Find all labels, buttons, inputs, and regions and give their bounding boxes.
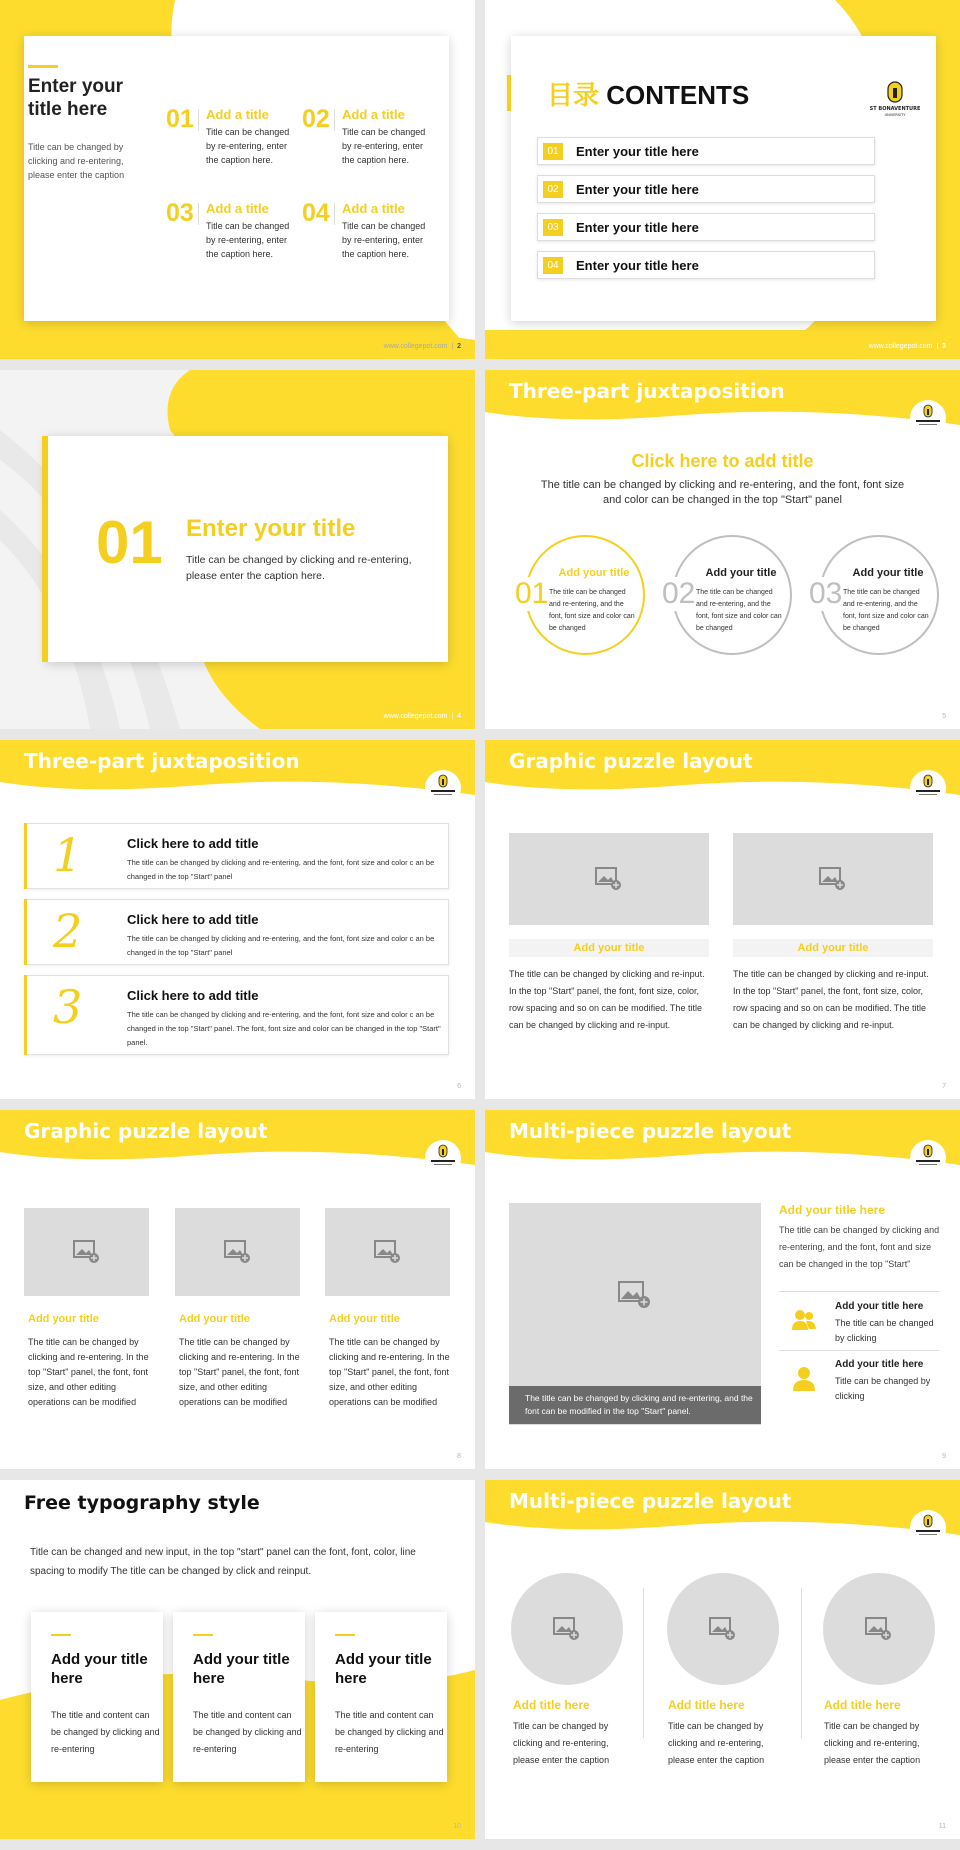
slide-7[interactable] — [485, 740, 960, 1099]
university-logo-icon — [425, 1140, 461, 1176]
circle-02[interactable] — [662, 535, 792, 655]
item-desc[interactable]: Title can be changed by re-entering, enter the caption here. — [206, 221, 290, 259]
card-3[interactable] — [315, 1612, 447, 1782]
slide-4[interactable] — [0, 370, 475, 729]
column-desc[interactable]: Title can be changed by clicking and re-entering, please enter the caption — [668, 1721, 765, 1765]
list-item-3[interactable] — [24, 975, 449, 1055]
item-number: 1 — [53, 828, 83, 882]
item-number: 04 — [302, 199, 330, 227]
circle-03[interactable] — [809, 535, 939, 655]
image-placeholder-icon — [618, 1281, 652, 1309]
column-desc[interactable]: Title can be changed by clicking and re-entering, please enter the caption — [824, 1721, 921, 1765]
divider — [334, 203, 335, 225]
university-logo-icon — [910, 1140, 946, 1176]
column-title[interactable]: Add your title — [329, 1313, 400, 1325]
page-number: 8 — [457, 1453, 461, 1460]
item-desc[interactable]: Title can be changed by re-entering, enter the caption here. — [342, 221, 426, 259]
slide-2-heading[interactable]: Enter your title here — [28, 76, 124, 120]
column-title[interactable]: Add your title — [28, 1313, 99, 1325]
item-number: 01 — [166, 105, 194, 133]
footer-website: www.collegepot.com | 2 — [383, 343, 461, 350]
circle-desc[interactable]: The title can be changed and re-entering, and the font, font size and color can be changed — [843, 589, 929, 632]
column-title[interactable]: Add your title — [179, 1313, 250, 1325]
image-placeholder-icon — [709, 1617, 737, 1641]
column-title[interactable]: Add title here — [513, 1698, 590, 1712]
column-desc[interactable]: The title can be changed by clicking and re-entering. In the top "Start" panel, the font, font size, and other editing operations can be modified — [179, 1337, 300, 1407]
page-number: 11 — [938, 1823, 946, 1830]
accent-stripe — [507, 75, 511, 111]
item-desc[interactable]: The title can be changed by clicking and re-entering, and the font, font size and color c an be changed in the top "Start" panel — [127, 934, 435, 957]
image-placeholder[interactable] — [509, 833, 709, 925]
image-placeholder[interactable] — [325, 1208, 450, 1296]
users-icon — [789, 1306, 819, 1336]
circle-title[interactable]: Add your title — [558, 567, 630, 579]
row-text[interactable]: Enter your title here — [576, 144, 699, 159]
slide-11[interactable] — [485, 1480, 960, 1839]
image-placeholder-icon — [73, 1240, 101, 1264]
divider — [779, 1291, 939, 1292]
image-placeholder-icon — [553, 1617, 581, 1641]
circle-desc[interactable]: The title can be changed and re-entering, and the font, font size and color can be changed — [549, 589, 635, 632]
circle-number: 03 — [809, 577, 843, 610]
slide-2[interactable] — [0, 0, 475, 359]
item-title[interactable]: Add a title — [342, 201, 405, 216]
item-number: 2 — [53, 904, 83, 958]
accent-stripe — [42, 436, 48, 662]
column-desc[interactable]: The title can be changed by clicking and re-input. In the top "Start" panel, the font, font size, color, row spacing and so on can be modified. The title can be changed by clicking and re-input. — [509, 969, 705, 1030]
column-title[interactable]: Add title here — [668, 1698, 745, 1712]
accent-bar — [28, 65, 58, 68]
divider — [779, 1350, 939, 1351]
image-placeholder-icon — [865, 1617, 893, 1641]
image-placeholder-icon — [374, 1240, 402, 1264]
contents-row-04[interactable] — [537, 251, 875, 279]
footer-website: www.collegepot.com | 4 — [383, 713, 461, 720]
item-title[interactable]: Add your title here — [835, 1301, 924, 1312]
slide-desc[interactable]: The title can be changed by clicking and re-entering, and the font, font and size can be changed in the top "Start" — [779, 1225, 940, 1269]
university-logo — [910, 1510, 946, 1546]
column-title[interactable]: Add title here — [824, 1698, 901, 1712]
item-desc[interactable]: The title can be changed by clicking and re-entering, and the font, font size and color c an be changed in the top "Start" panel — [127, 858, 435, 881]
column-desc[interactable]: The title can be changed by clicking and re-entering. In the top "Start" panel, the font, font size, and other editing operations can be modified — [28, 1337, 149, 1407]
circle-title[interactable]: Add your title — [705, 567, 777, 579]
slide-title[interactable]: Click here to add title — [631, 451, 814, 471]
slide-header-title[interactable]: Graphic puzzle layout — [509, 749, 753, 773]
image-placeholder-icon — [819, 867, 847, 891]
item-title[interactable]: Add a title — [206, 107, 269, 122]
item-title[interactable]: Click here to add title — [127, 836, 259, 851]
university-logo-icon — [910, 1510, 946, 1546]
item-title[interactable]: Add your title here — [835, 1359, 924, 1370]
page-number: 9 — [942, 1453, 946, 1460]
item-number: 03 — [166, 199, 194, 227]
circle-title[interactable]: Add your title — [852, 567, 924, 579]
row-text[interactable]: Enter your title here — [576, 258, 699, 273]
list-item-2[interactable] — [24, 899, 449, 965]
item-title[interactable]: Add a title — [342, 107, 405, 122]
image-placeholder[interactable] — [823, 1573, 935, 1685]
divider — [198, 203, 199, 225]
card-desc[interactable]: The title and content can be changed by clicking and re-entering — [193, 1710, 302, 1754]
row-number: 03 — [543, 219, 563, 236]
university-logo-icon — [910, 770, 946, 806]
list-item-1[interactable] — [24, 823, 449, 889]
item-number: 02 — [302, 105, 330, 133]
column-title[interactable]: Add your title — [509, 939, 709, 957]
slide-title[interactable]: Add your title here — [779, 1203, 886, 1217]
slide-header-title[interactable]: Three-part juxtaposition — [509, 379, 785, 403]
item-title[interactable]: Click here to add title — [127, 988, 259, 1003]
image-placeholder[interactable] — [24, 1208, 149, 1296]
image-placeholder[interactable] — [511, 1573, 623, 1685]
university-logo — [910, 770, 946, 806]
column-title[interactable]: Add your title — [733, 939, 933, 957]
slide-3[interactable] — [485, 0, 960, 359]
slide-8[interactable] — [0, 1110, 475, 1469]
page-number: 5 — [942, 713, 946, 720]
contents-row-03[interactable] — [537, 213, 875, 241]
card-desc[interactable]: The title and content can be changed by clicking and re-entering — [335, 1710, 444, 1754]
row-text[interactable]: Enter your title here — [576, 182, 699, 197]
university-logo — [425, 770, 461, 806]
contents-row-01[interactable] — [537, 137, 875, 165]
section-number: 01 — [96, 509, 163, 576]
circle-number: 02 — [662, 577, 696, 610]
accent-bar — [51, 1634, 71, 1636]
user-icon — [789, 1364, 819, 1394]
accent-bar — [193, 1634, 213, 1636]
slide-9[interactable] — [485, 1110, 960, 1469]
university-logo — [910, 1140, 946, 1176]
card-title[interactable]: Add your title here — [51, 1651, 148, 1687]
image-caption[interactable]: The title can be changed by clicking and re-entering, and the font can be modified in the top "Start" panel. — [509, 1386, 761, 1424]
slide-header-title[interactable]: Graphic puzzle layout — [24, 1119, 268, 1143]
slide-subtitle[interactable]: The title can be changed by clicking and re-entering, and the font, font size and color can be changed in the top "Start" panel — [540, 479, 905, 506]
slide-header-title[interactable]: Multi-piece puzzle layout — [509, 1119, 792, 1143]
image-placeholder-icon — [595, 867, 623, 891]
divider — [198, 109, 199, 131]
divider — [334, 109, 335, 131]
item-desc[interactable]: The title can be changed by clicking — [835, 1318, 934, 1343]
slide-header-title[interactable]: Free typography style — [24, 1492, 260, 1514]
item-title[interactable]: Add a title — [206, 201, 269, 216]
item-title[interactable]: Click here to add title — [127, 912, 259, 927]
card-title[interactable]: Add your title here — [335, 1651, 432, 1687]
item-desc[interactable]: Title can be changed by re-entering, enter the caption here. — [342, 127, 426, 165]
item-number: 3 — [53, 980, 83, 1034]
column-desc[interactable]: Title can be changed by clicking and re-entering, please enter the caption — [513, 1721, 610, 1765]
slide-2-caption[interactable]: Title can be changed by clicking and re-entering, please enter the caption — [28, 142, 125, 180]
image-placeholder-icon — [224, 1240, 252, 1264]
image-placeholder[interactable] — [667, 1573, 779, 1685]
card-2[interactable] — [173, 1612, 305, 1782]
contents-title[interactable]: 目录 CONTENTS — [547, 80, 750, 110]
university-logo-icon — [865, 80, 925, 120]
university-logo-icon — [425, 770, 461, 806]
slide-5[interactable] — [485, 370, 960, 729]
row-text[interactable]: Enter your title here — [576, 220, 699, 235]
university-logo — [865, 80, 925, 120]
page-number: 10 — [453, 1823, 461, 1830]
svg-text:ST BONAVENTURE: ST BONAVENTURE — [869, 106, 921, 112]
page-number: 6 — [457, 1083, 461, 1090]
card-1[interactable] — [31, 1612, 163, 1782]
contents-row-02[interactable] — [537, 175, 875, 203]
column-desc[interactable]: The title can be changed by clicking and re-entering. In the top "Start" panel, the font, font size, and other editing operations can be modified — [329, 1337, 450, 1407]
slide-10[interactable] — [0, 1480, 475, 1839]
section-desc[interactable]: Title can be changed by clicking and re-entering, please enter the caption here. — [186, 554, 412, 582]
section-title[interactable]: Enter your title — [186, 515, 356, 542]
card-title[interactable]: Add your title here — [193, 1651, 290, 1687]
divider — [801, 1588, 802, 1738]
page-number: 7 — [942, 1083, 946, 1090]
row-number: 02 — [543, 181, 563, 198]
item-desc[interactable]: Title can be changed by clicking — [835, 1376, 931, 1401]
divider — [643, 1588, 644, 1738]
university-logo — [425, 1140, 461, 1176]
footer-website: www.collegepot.com | 3 — [868, 343, 946, 350]
slide-header-title[interactable]: Multi-piece puzzle layout — [509, 1489, 792, 1513]
slide-6[interactable] — [0, 740, 475, 1099]
item-desc[interactable]: The title can be changed by clicking and re-entering, and the font, font size and color c an be changed in the top "Start" panel. The font, font size and color can be changed in the top "Start" panel. — [127, 1010, 441, 1047]
item-desc[interactable]: Title can be changed by re-entering, enter the caption here. — [206, 127, 290, 165]
image-placeholder[interactable] — [733, 833, 933, 925]
university-logo — [910, 400, 946, 436]
university-logo-icon — [910, 400, 946, 436]
image-placeholder[interactable] — [175, 1208, 300, 1296]
row-number: 01 — [543, 143, 563, 160]
slide-header-title[interactable]: Three-part juxtaposition — [24, 749, 300, 773]
svg-text:UNIVERSITY: UNIVERSITY — [884, 113, 906, 117]
circle-01[interactable] — [515, 535, 645, 655]
card-desc[interactable]: The title and content can be changed by clicking and re-entering — [51, 1710, 160, 1754]
column-desc[interactable]: The title can be changed by clicking and re-input. In the top "Start" panel, the font, font size, color, row spacing and so on can be modified. The title can be changed by clicking and re-input. — [733, 969, 929, 1030]
circle-desc[interactable]: The title can be changed and re-entering, and the font, font size and color can be changed — [696, 589, 782, 632]
circle-number: 01 — [515, 577, 549, 610]
accent-bar — [335, 1634, 355, 1636]
row-number: 04 — [543, 257, 563, 274]
slide-intro[interactable]: Title can be changed and new input, in the top "start" panel can the font, font, color, line spacing to modify The title can be changed by click and reinput. — [30, 1547, 416, 1577]
